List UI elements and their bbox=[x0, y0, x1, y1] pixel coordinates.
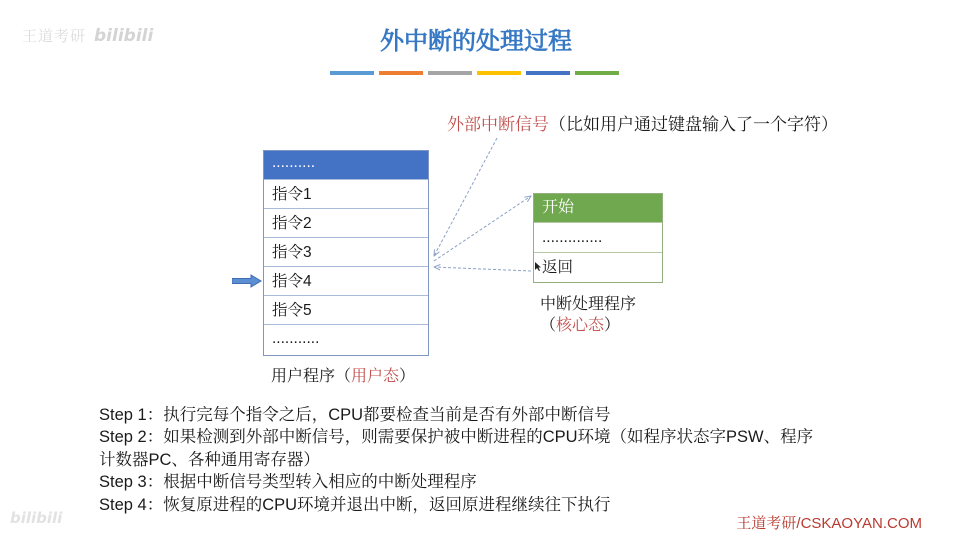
right-arrow-icon bbox=[232, 274, 262, 288]
mouse-cursor-shape bbox=[535, 262, 541, 271]
watermark-corner-logo: bilibili bbox=[10, 509, 63, 527]
dashed-arrow-signal-to-program bbox=[434, 138, 497, 256]
handler-caption: 中断处理程序 bbox=[540, 296, 637, 313]
handler-row-return: 返回 bbox=[534, 252, 662, 282]
watermark-brand bbox=[22, 26, 153, 47]
external-signal-label bbox=[447, 113, 838, 137]
kernel-mode-label: 核心态 bbox=[556, 317, 605, 334]
handler-mode-caption bbox=[540, 315, 620, 337]
step-2-line-2: 计数器PC、各种通用寄存器） bbox=[99, 450, 320, 469]
instruction-row-5: 指令5 bbox=[264, 295, 428, 324]
step-2 bbox=[99, 426, 899, 471]
slide-title: 外中断的处理过程 bbox=[380, 28, 572, 55]
title-bar-6 bbox=[575, 71, 619, 75]
dashed-arrow-program-to-handler bbox=[434, 196, 531, 261]
footer-brand: 王道考研/CSKAOYAN.COM bbox=[736, 515, 922, 532]
right-arrow-shape bbox=[232, 275, 261, 287]
instruction-row-ellipsis: ........... bbox=[264, 324, 428, 355]
watermark-bilibili-logo: bilibili bbox=[94, 26, 154, 46]
watermark-brand-text: 王道考研 bbox=[22, 28, 87, 45]
user-program-table bbox=[263, 150, 429, 356]
title-bar-1 bbox=[330, 71, 374, 75]
title-bar-5 bbox=[526, 71, 570, 75]
dashed-arrow-return-to-program bbox=[434, 267, 531, 271]
handler-start-header: 开始 bbox=[534, 194, 662, 222]
instruction-row-2: 指令2 bbox=[264, 208, 428, 237]
step-4-line-1: Step 4：恢复原进程的CPU环境并退出中断，返回原进程继续往下执行 bbox=[99, 495, 611, 514]
interrupt-handler-table bbox=[533, 193, 663, 283]
step-1-line-1: Step 1：执行完每个指令之后，CPU都要检查当前是否有外部中断信号 bbox=[99, 406, 611, 424]
external-signal-highlight: 外部中断信号 bbox=[447, 115, 549, 134]
user-program-header: .......... bbox=[264, 151, 428, 179]
step-3-line-1: Step 3：根据中断信号类型转入相应的中断处理程序 bbox=[99, 473, 477, 492]
handler-mode-suffix: ） bbox=[604, 317, 621, 334]
external-signal-note: （比如用户通过键盘输入了一个字符） bbox=[549, 115, 838, 134]
title-bar-4 bbox=[477, 71, 521, 75]
handler-mode-prefix: （ bbox=[540, 317, 557, 334]
title-color-bars bbox=[330, 71, 619, 75]
step-1 bbox=[99, 404, 899, 426]
user-program-caption-suffix: ） bbox=[399, 368, 416, 385]
instruction-row-4: 指令4 bbox=[264, 266, 428, 295]
user-program-caption bbox=[271, 366, 415, 388]
title-bar-3 bbox=[428, 71, 472, 75]
mouse-cursor-icon bbox=[535, 262, 541, 271]
step-2-line-1: Step 2：如果检测到外部中断信号，则需要保护被中断进程的CPU环境（如程序状态字PSW、程序 bbox=[99, 428, 814, 447]
user-program-caption-prefix: 用户程序（ bbox=[271, 368, 352, 385]
handler-row-ellipsis: .............. bbox=[534, 222, 662, 252]
steps-list bbox=[99, 404, 899, 516]
step-3 bbox=[99, 471, 899, 493]
instruction-row-1: 指令1 bbox=[264, 179, 428, 208]
user-mode-label: 用户态 bbox=[351, 368, 400, 385]
title-bar-2 bbox=[379, 71, 423, 75]
instruction-row-3: 指令3 bbox=[264, 237, 428, 266]
